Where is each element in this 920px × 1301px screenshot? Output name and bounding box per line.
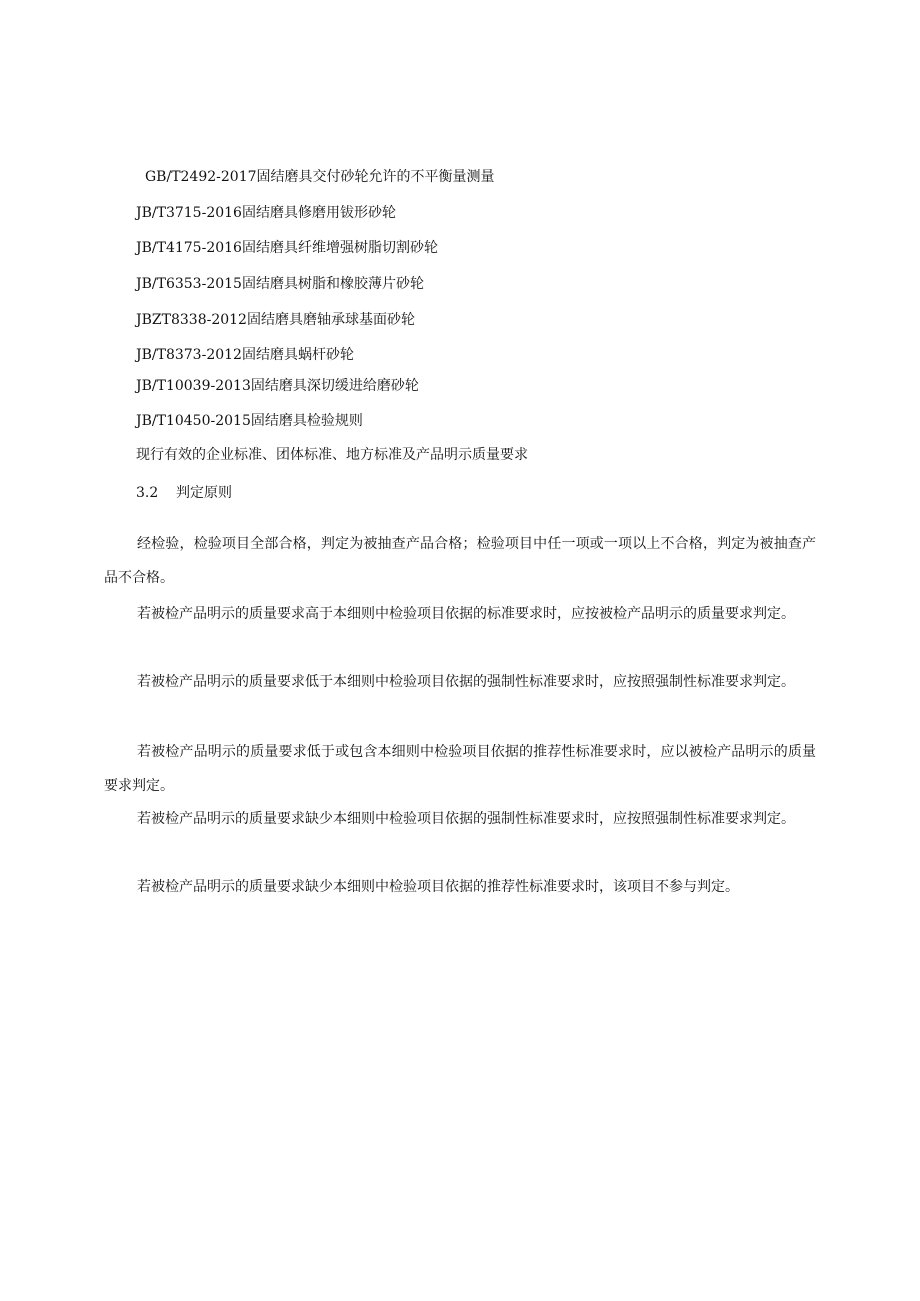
standard-item: JB/T6353-2015固结磨具树脂和橡胶薄片砂轮 [136,276,424,292]
section-title: 判定原则 [176,485,232,501]
standard-item: JB/T10450-2015固结磨具检验规则 [136,413,363,429]
standard-item: JBZT8338-2012固结磨具磨轴承球基面砂轮 [136,312,415,328]
standard-item: JB/T4175-2016固结磨具纤维增强树脂切割砂轮 [136,240,438,256]
section-number: 3.2 [136,485,159,501]
paragraph: 若被检产品明示的质量要求缺少本细则中检验项目依据的强制性标准要求时，应按照强制性标准要求判定。 [137,811,795,827]
standard-item: GB/T2492-2017固结磨具交付砂轮允许的不平衡量测量 [145,169,495,185]
standard-item: JB/T3715-2016固结磨具修磨用钹形砂轮 [136,205,396,221]
paragraph: 若被检产品明示的质量要求缺少本细则中检验项目依据的推荐性标准要求时，该项目不参与判定。 [137,879,739,895]
standard-item: JB/T10039-2013固结磨具深切缓进给磨砂轮 [136,378,419,394]
paragraph: 若被检产品明示的质量要求低于或包含本细则中检验项目依据的推荐性标准要求时，应以被检产品明示的质量要求判定。 [104,744,816,794]
paragraph: 经检验，检验项目全部合格，判定为被抽查产品合格；检验项目中任一项或一项以上不合格，判定为被抽查产品不合格。 [104,536,816,586]
section-heading [136,484,232,502]
paragraph: 若被检产品明示的质量要求低于本细则中检验项目依据的强制性标准要求时，应按照强制性标准要求判定。 [137,674,795,690]
standard-item: 现行有效的企业标准、团体标准、地方标准及产品明示质量要求 [136,447,528,463]
paragraph: 若被检产品明示的质量要求高于本细则中检验项目依据的标准要求时，应按被检产品明示的质量要求判定。 [137,606,795,622]
standard-item: JB/T8373-2012固结磨具蜗杆砂轮 [136,347,354,363]
